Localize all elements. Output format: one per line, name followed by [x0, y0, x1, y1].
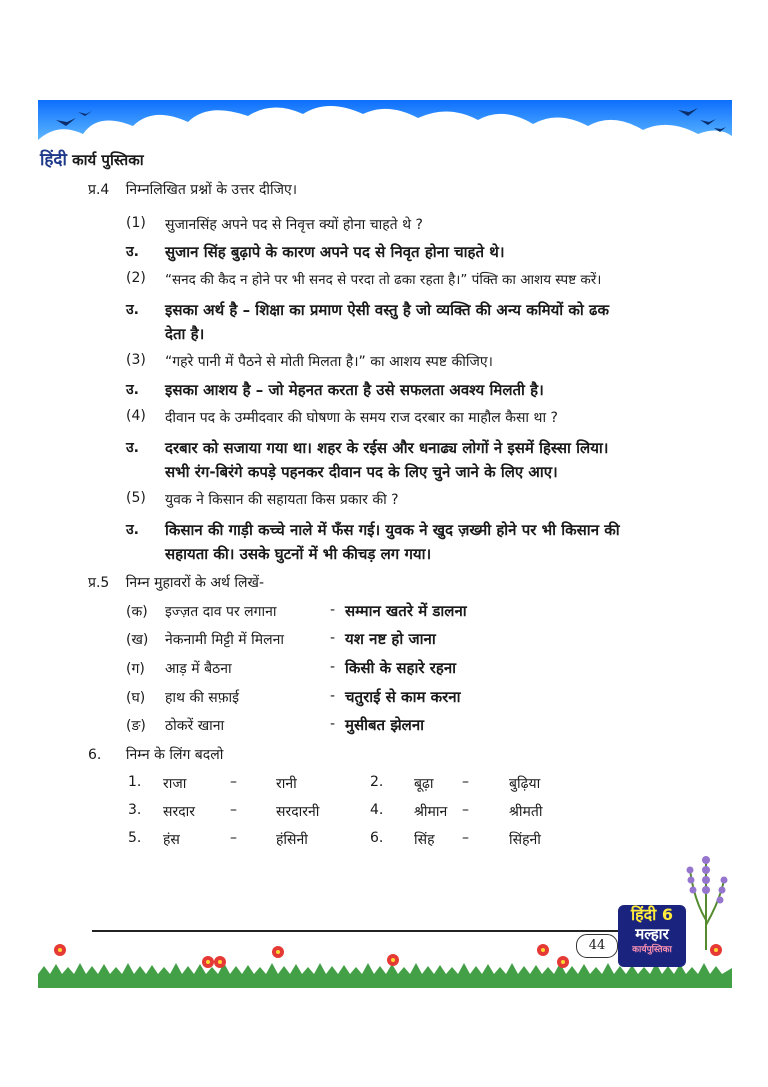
answer-mark: उ. — [126, 382, 139, 398]
footer-divider — [92, 930, 632, 932]
idiom-dash: - — [330, 630, 336, 646]
question-text: “सनद की कैद न होने पर भी सनद से परदा तो ढका रहता है।” पंक्ति का आशय स्पष्ट करें। — [165, 272, 602, 288]
idiom-dash: - — [330, 716, 336, 732]
logo-line3: कार्यपुस्तिका — [632, 945, 672, 955]
idiom-meaning: मुसीबत झेलना — [345, 716, 425, 734]
gender-number: 1. — [128, 774, 142, 790]
question-text: दीवान पद के उम्मीदवार की घोषणा के समय राज दरबार का माहौल कैसा था ? — [165, 410, 558, 426]
gender-dash: – — [462, 774, 469, 790]
idiom-meaning: सम्मान खतरे में डालना — [345, 602, 467, 620]
gender-result: श्रीमती — [509, 804, 543, 820]
idiom-mark: (घ) — [126, 690, 146, 706]
question-text: सुजानसिंह अपने पद से निवृत्त क्यों होना चाहते थे ? — [165, 217, 423, 233]
idiom-mark: (ङ) — [126, 718, 146, 734]
gender-result: रानी — [276, 776, 297, 792]
question-number: (5) — [126, 490, 146, 506]
q6-label: 6. — [88, 747, 102, 763]
gender-number: 5. — [128, 830, 142, 846]
idiom-meaning: किसी के सहारे रहना — [345, 659, 457, 677]
gender-result: सिंहनी — [509, 832, 541, 848]
gender-number: 6. — [370, 830, 384, 846]
q4-heading-text: निम्नलिखित प्रश्नों के उत्तर दीजिए। — [125, 182, 298, 198]
idiom-meaning: चतुराई से काम करना — [345, 688, 461, 706]
gender-number: 4. — [370, 802, 384, 818]
gender-number: 3. — [128, 802, 142, 818]
gender-dash: – — [230, 802, 237, 818]
q5-label: प्र.5 — [88, 575, 110, 591]
idiom-mark: (ख) — [126, 632, 149, 648]
question-number: (1) — [126, 215, 146, 231]
hindi-malhar-logo — [618, 905, 686, 967]
sky-cloud-banner — [38, 100, 732, 148]
gender-word: श्रीमान — [414, 804, 448, 820]
idiom-mark: (ग) — [126, 661, 145, 677]
idiom-dash: - — [330, 688, 336, 704]
answer-mark: उ. — [126, 522, 139, 538]
gender-dash: – — [462, 802, 469, 818]
gender-number: 2. — [370, 774, 384, 790]
gender-word: हंस — [163, 832, 180, 848]
gender-word: बूढ़ा — [414, 776, 434, 792]
idiom-text: हाथ की सफ़ाई — [165, 690, 240, 706]
q5-heading-text: निम्न मुहावरों के अर्थ लिखें- — [125, 575, 265, 591]
q4-label: प्र.4 — [88, 182, 110, 198]
gender-word: सरदार — [163, 804, 195, 820]
idiom-text: नेकनामी मिट्टी में मिलना — [165, 632, 284, 648]
answer-mark: उ. — [126, 302, 139, 318]
idiom-meaning: यश नष्ट हो जाना — [345, 630, 436, 648]
answer-text: इसका आशय है – जो मेहनत करता है उसे सफलता अवश्य मिलती है। — [165, 381, 544, 399]
answer-text: सभी रंग-बिरंगे कपड़े पहनकर दीवान पद के लिए चुने जाने के लिए आए। — [165, 463, 558, 481]
idiom-text: इज्ज़त दाव पर लगाना — [165, 604, 277, 620]
answer-text: सहायता की। उसके घुटनों में भी कीचड़ लग गया। — [165, 545, 432, 563]
workbook-title: कार्य पुस्तिका — [72, 151, 144, 169]
gender-word: राजा — [163, 776, 187, 792]
q6-heading — [88, 745, 223, 764]
idiom-mark: (क) — [126, 604, 148, 620]
q6-heading-text: निम्न के लिंग बदलो — [125, 747, 224, 763]
gender-dash: – — [230, 830, 237, 846]
question-text: “गहरे पानी में पैठने से मोती मिलता है।” का आशय स्पष्ट कीजिए। — [165, 354, 493, 370]
answer-text: दरबार को सजाया गया था। शहर के रईस और धनाढ्य लोगों ने इसमें हिस्सा लिया। — [165, 439, 609, 457]
answer-text: किसान की गाड़ी कच्चे नाले में फँस गई। युवक ने खुद ज़ख्मी होने पर भी किसान की — [165, 521, 620, 539]
gender-result: सरदारनी — [276, 804, 320, 820]
gender-result: हंसिनी — [276, 832, 308, 848]
answer-mark: उ. — [126, 440, 139, 456]
gender-word: सिंह — [414, 832, 435, 848]
gender-result: बुढ़िया — [509, 776, 541, 792]
gender-dash: – — [462, 830, 469, 846]
gender-dash: – — [230, 774, 237, 790]
question-number: (2) — [126, 270, 146, 286]
question-number: (3) — [126, 352, 146, 368]
answer-text: देता है। — [165, 325, 205, 343]
logo-line2: मल्हार — [635, 925, 669, 943]
logo-line1: हिंदी 6 — [631, 905, 673, 924]
hindi-logo: हिंदी — [40, 150, 67, 170]
q4-heading — [88, 180, 297, 199]
workbook-header — [40, 147, 144, 170]
q5-heading — [88, 573, 264, 592]
question-number: (4) — [126, 408, 146, 424]
idiom-dash: - — [330, 659, 336, 675]
idiom-text: ठोकरें खाना — [165, 718, 225, 734]
question-text: युवक ने किसान की सहायता किस प्रकार की ? — [165, 492, 399, 508]
answer-text: सुजान सिंह बुढ़ापे के कारण अपने पद से निवृत होना चाहते थे। — [165, 243, 505, 261]
idiom-text: आड़ में बैठना — [165, 661, 232, 677]
page-number: 44 — [576, 934, 618, 958]
idiom-dash: - — [330, 602, 336, 618]
answer-text: इसका अर्थ है – शिक्षा का प्रमाण ऐसी वस्तु है जो व्यक्ति की अन्य कमियों को ढक — [165, 301, 609, 319]
answer-mark: उ. — [126, 244, 139, 260]
